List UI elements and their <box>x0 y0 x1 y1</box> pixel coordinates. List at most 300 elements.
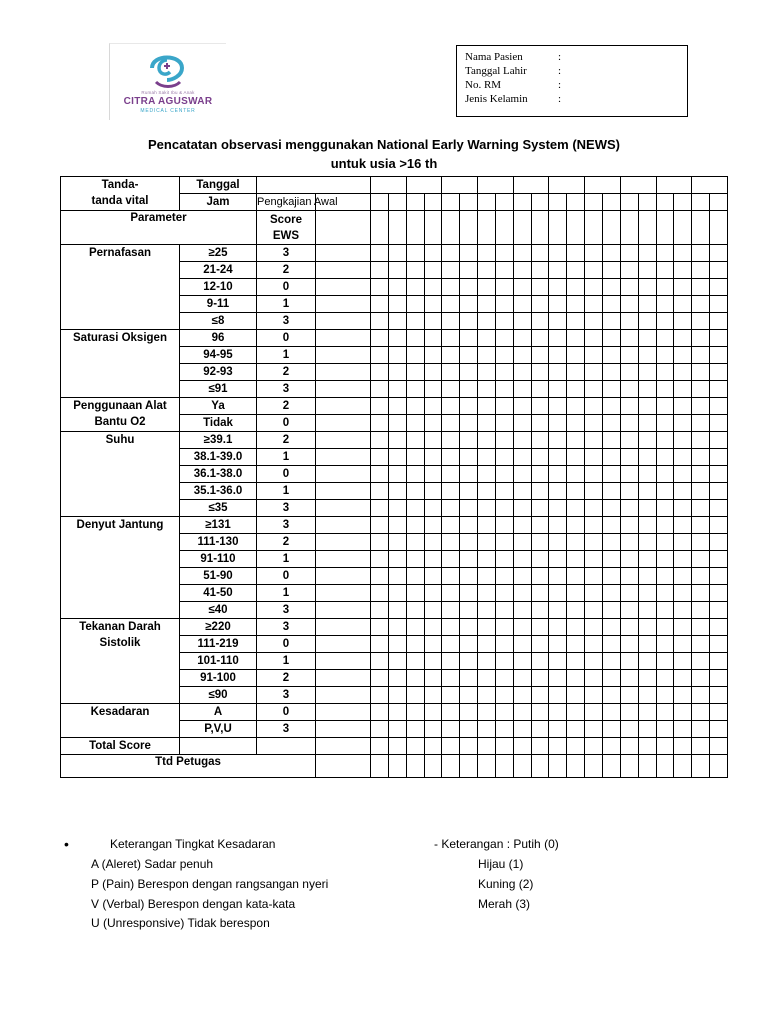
observation-cell[interactable] <box>478 653 496 670</box>
observation-cell[interactable] <box>513 670 531 687</box>
observation-cell[interactable] <box>692 636 710 653</box>
observation-cell[interactable] <box>531 262 549 279</box>
observation-cell[interactable] <box>638 704 656 721</box>
observation-cell[interactable] <box>692 568 710 585</box>
observation-cell[interactable] <box>478 721 496 738</box>
observation-cell[interactable] <box>460 568 478 585</box>
observation-cell[interactable] <box>692 551 710 568</box>
observation-cell[interactable] <box>442 568 460 585</box>
observation-cell[interactable] <box>585 687 603 704</box>
observation-cell[interactable] <box>513 313 531 330</box>
observation-cell[interactable] <box>513 483 531 500</box>
observation-cell[interactable] <box>513 602 531 619</box>
initial-assessment-cell[interactable] <box>316 704 371 721</box>
observation-cell[interactable] <box>495 432 513 449</box>
time-entry-cell[interactable] <box>371 194 389 211</box>
observation-cell[interactable] <box>549 483 567 500</box>
observation-cell[interactable] <box>478 262 496 279</box>
observation-cell[interactable] <box>549 330 567 347</box>
time-entry-cell[interactable] <box>406 194 424 211</box>
observation-cell[interactable] <box>620 449 638 466</box>
observation-cell[interactable] <box>460 415 478 432</box>
observation-cell[interactable] <box>585 619 603 636</box>
observation-cell[interactable] <box>692 687 710 704</box>
observation-cell[interactable] <box>585 738 603 755</box>
observation-cell[interactable] <box>549 568 567 585</box>
observation-cell[interactable] <box>638 483 656 500</box>
observation-cell[interactable] <box>602 211 620 245</box>
observation-cell[interactable] <box>495 500 513 517</box>
time-entry-cell[interactable] <box>656 194 674 211</box>
observation-cell[interactable] <box>567 279 585 296</box>
observation-cell[interactable] <box>656 636 674 653</box>
observation-cell[interactable] <box>478 670 496 687</box>
observation-cell[interactable] <box>424 721 442 738</box>
observation-cell[interactable] <box>406 534 424 551</box>
observation-cell[interactable] <box>710 279 728 296</box>
observation-cell[interactable] <box>549 262 567 279</box>
observation-cell[interactable] <box>674 449 692 466</box>
observation-cell[interactable] <box>549 296 567 313</box>
time-entry-cell[interactable] <box>549 194 567 211</box>
observation-cell[interactable] <box>442 330 460 347</box>
observation-cell[interactable] <box>710 653 728 670</box>
observation-cell[interactable] <box>388 279 406 296</box>
observation-cell[interactable] <box>460 245 478 262</box>
observation-cell[interactable] <box>549 415 567 432</box>
observation-cell[interactable] <box>478 313 496 330</box>
observation-cell[interactable] <box>638 551 656 568</box>
signature-cell[interactable] <box>513 755 531 778</box>
observation-cell[interactable] <box>371 347 389 364</box>
observation-cell[interactable] <box>424 517 442 534</box>
observation-cell[interactable] <box>442 619 460 636</box>
observation-cell[interactable] <box>460 585 478 602</box>
observation-cell[interactable] <box>692 602 710 619</box>
observation-cell[interactable] <box>478 585 496 602</box>
observation-cell[interactable] <box>692 585 710 602</box>
observation-cell[interactable] <box>567 330 585 347</box>
date-entry-cell[interactable] <box>513 177 549 194</box>
observation-cell[interactable] <box>585 296 603 313</box>
observation-cell[interactable] <box>656 585 674 602</box>
observation-cell[interactable] <box>602 330 620 347</box>
initial-assessment-cell[interactable] <box>316 670 371 687</box>
observation-cell[interactable] <box>567 313 585 330</box>
observation-cell[interactable] <box>567 466 585 483</box>
observation-cell[interactable] <box>513 398 531 415</box>
time-entry-cell[interactable] <box>442 194 460 211</box>
observation-cell[interactable] <box>692 483 710 500</box>
initial-assessment-cell[interactable] <box>316 687 371 704</box>
observation-cell[interactable] <box>460 313 478 330</box>
observation-cell[interactable] <box>388 517 406 534</box>
observation-cell[interactable] <box>620 517 638 534</box>
observation-cell[interactable] <box>495 670 513 687</box>
observation-cell[interactable] <box>495 551 513 568</box>
observation-cell[interactable] <box>602 602 620 619</box>
observation-cell[interactable] <box>585 568 603 585</box>
observation-cell[interactable] <box>585 381 603 398</box>
observation-cell[interactable] <box>388 585 406 602</box>
observation-cell[interactable] <box>424 551 442 568</box>
observation-cell[interactable] <box>602 653 620 670</box>
observation-cell[interactable] <box>585 721 603 738</box>
observation-cell[interactable] <box>620 296 638 313</box>
observation-cell[interactable] <box>620 738 638 755</box>
observation-cell[interactable] <box>406 687 424 704</box>
signature-cell[interactable] <box>692 755 710 778</box>
observation-cell[interactable] <box>620 313 638 330</box>
initial-assessment-cell[interactable] <box>316 653 371 670</box>
observation-cell[interactable] <box>656 330 674 347</box>
observation-cell[interactable] <box>388 721 406 738</box>
observation-cell[interactable] <box>638 534 656 551</box>
observation-cell[interactable] <box>478 398 496 415</box>
observation-cell[interactable] <box>513 534 531 551</box>
observation-cell[interactable] <box>602 347 620 364</box>
observation-cell[interactable] <box>585 245 603 262</box>
observation-cell[interactable] <box>513 211 531 245</box>
observation-cell[interactable] <box>371 738 389 755</box>
observation-cell[interactable] <box>674 483 692 500</box>
signature-cell[interactable] <box>424 755 442 778</box>
observation-cell[interactable] <box>656 721 674 738</box>
observation-cell[interactable] <box>549 313 567 330</box>
signature-cell[interactable] <box>406 755 424 778</box>
observation-cell[interactable] <box>478 296 496 313</box>
observation-cell[interactable] <box>674 721 692 738</box>
observation-cell[interactable] <box>406 551 424 568</box>
observation-cell[interactable] <box>442 364 460 381</box>
observation-cell[interactable] <box>602 245 620 262</box>
initial-assessment-cell[interactable] <box>316 585 371 602</box>
observation-cell[interactable] <box>674 466 692 483</box>
observation-cell[interactable] <box>424 568 442 585</box>
observation-cell[interactable] <box>495 704 513 721</box>
observation-cell[interactable] <box>460 211 478 245</box>
date-entry-cell[interactable] <box>371 177 407 194</box>
observation-cell[interactable] <box>442 245 460 262</box>
observation-cell[interactable] <box>424 398 442 415</box>
observation-cell[interactable] <box>638 670 656 687</box>
observation-cell[interactable] <box>388 670 406 687</box>
observation-cell[interactable] <box>674 619 692 636</box>
date-entry-cell[interactable] <box>585 177 621 194</box>
observation-cell[interactable] <box>460 500 478 517</box>
observation-cell[interactable] <box>406 721 424 738</box>
observation-cell[interactable] <box>442 398 460 415</box>
observation-cell[interactable] <box>406 704 424 721</box>
observation-cell[interactable] <box>549 398 567 415</box>
observation-cell[interactable] <box>442 636 460 653</box>
observation-cell[interactable] <box>513 279 531 296</box>
observation-cell[interactable] <box>692 738 710 755</box>
observation-cell[interactable] <box>710 449 728 466</box>
observation-cell[interactable] <box>388 381 406 398</box>
observation-cell[interactable] <box>406 449 424 466</box>
signature-cell[interactable] <box>620 755 638 778</box>
observation-cell[interactable] <box>620 262 638 279</box>
observation-cell[interactable] <box>478 551 496 568</box>
observation-cell[interactable] <box>674 551 692 568</box>
observation-cell[interactable] <box>388 398 406 415</box>
observation-cell[interactable] <box>602 500 620 517</box>
observation-cell[interactable] <box>531 551 549 568</box>
observation-cell[interactable] <box>371 364 389 381</box>
observation-cell[interactable] <box>478 517 496 534</box>
observation-cell[interactable] <box>406 296 424 313</box>
observation-cell[interactable] <box>406 517 424 534</box>
observation-cell[interactable] <box>495 449 513 466</box>
observation-cell[interactable] <box>513 500 531 517</box>
observation-cell[interactable] <box>549 534 567 551</box>
initial-assessment-cell[interactable] <box>316 517 371 534</box>
initial-assessment-cell[interactable] <box>316 296 371 313</box>
initial-assessment-cell[interactable] <box>316 262 371 279</box>
observation-cell[interactable] <box>692 449 710 466</box>
observation-cell[interactable] <box>495 415 513 432</box>
observation-cell[interactable] <box>513 449 531 466</box>
observation-cell[interactable] <box>424 296 442 313</box>
initial-assessment-cell[interactable] <box>316 381 371 398</box>
observation-cell[interactable] <box>602 704 620 721</box>
observation-cell[interactable] <box>478 483 496 500</box>
observation-cell[interactable] <box>531 568 549 585</box>
observation-cell[interactable] <box>602 432 620 449</box>
observation-cell[interactable] <box>478 347 496 364</box>
observation-cell[interactable] <box>674 568 692 585</box>
observation-cell[interactable] <box>585 211 603 245</box>
observation-cell[interactable] <box>710 313 728 330</box>
observation-cell[interactable] <box>406 602 424 619</box>
observation-cell[interactable] <box>674 585 692 602</box>
time-entry-cell[interactable] <box>478 194 496 211</box>
observation-cell[interactable] <box>638 279 656 296</box>
observation-cell[interactable] <box>638 313 656 330</box>
observation-cell[interactable] <box>442 211 460 245</box>
observation-cell[interactable] <box>620 653 638 670</box>
observation-cell[interactable] <box>531 432 549 449</box>
observation-cell[interactable] <box>692 313 710 330</box>
initial-assessment-cell[interactable] <box>316 551 371 568</box>
observation-cell[interactable] <box>478 449 496 466</box>
signature-cell[interactable] <box>567 755 585 778</box>
observation-cell[interactable] <box>567 211 585 245</box>
observation-cell[interactable] <box>692 500 710 517</box>
observation-cell[interactable] <box>531 534 549 551</box>
observation-cell[interactable] <box>371 585 389 602</box>
observation-cell[interactable] <box>460 262 478 279</box>
observation-cell[interactable] <box>620 687 638 704</box>
observation-cell[interactable] <box>567 636 585 653</box>
observation-cell[interactable] <box>656 313 674 330</box>
observation-cell[interactable] <box>531 670 549 687</box>
observation-cell[interactable] <box>567 568 585 585</box>
observation-cell[interactable] <box>406 330 424 347</box>
observation-cell[interactable] <box>531 211 549 245</box>
observation-cell[interactable] <box>388 432 406 449</box>
observation-cell[interactable] <box>549 585 567 602</box>
observation-cell[interactable] <box>710 296 728 313</box>
observation-cell[interactable] <box>513 245 531 262</box>
observation-cell[interactable] <box>567 398 585 415</box>
observation-cell[interactable] <box>371 687 389 704</box>
observation-cell[interactable] <box>549 670 567 687</box>
observation-cell[interactable] <box>371 670 389 687</box>
observation-cell[interactable] <box>371 432 389 449</box>
observation-cell[interactable] <box>585 398 603 415</box>
observation-cell[interactable] <box>692 517 710 534</box>
observation-cell[interactable] <box>638 602 656 619</box>
observation-cell[interactable] <box>495 245 513 262</box>
observation-cell[interactable] <box>674 602 692 619</box>
date-entry-cell[interactable] <box>478 177 514 194</box>
observation-cell[interactable] <box>406 653 424 670</box>
observation-cell[interactable] <box>638 449 656 466</box>
observation-cell[interactable] <box>656 568 674 585</box>
observation-cell[interactable] <box>495 381 513 398</box>
observation-cell[interactable] <box>478 415 496 432</box>
observation-cell[interactable] <box>620 398 638 415</box>
observation-cell[interactable] <box>513 347 531 364</box>
observation-cell[interactable] <box>460 670 478 687</box>
observation-cell[interactable] <box>602 449 620 466</box>
observation-cell[interactable] <box>638 364 656 381</box>
time-entry-cell[interactable] <box>460 194 478 211</box>
observation-cell[interactable] <box>442 262 460 279</box>
observation-cell[interactable] <box>460 551 478 568</box>
initial-assessment-cell[interactable] <box>316 500 371 517</box>
signature-cell[interactable] <box>531 755 549 778</box>
observation-cell[interactable] <box>406 483 424 500</box>
observation-cell[interactable] <box>513 687 531 704</box>
observation-cell[interactable] <box>406 245 424 262</box>
observation-cell[interactable] <box>495 330 513 347</box>
observation-cell[interactable] <box>513 381 531 398</box>
observation-cell[interactable] <box>388 483 406 500</box>
observation-cell[interactable] <box>442 466 460 483</box>
signature-cell[interactable] <box>638 755 656 778</box>
observation-cell[interactable] <box>549 704 567 721</box>
observation-cell[interactable] <box>478 330 496 347</box>
observation-cell[interactable] <box>442 381 460 398</box>
signature-cell[interactable] <box>388 755 406 778</box>
observation-cell[interactable] <box>371 517 389 534</box>
observation-cell[interactable] <box>656 534 674 551</box>
observation-cell[interactable] <box>424 245 442 262</box>
observation-cell[interactable] <box>585 551 603 568</box>
observation-cell[interactable] <box>495 636 513 653</box>
observation-cell[interactable] <box>567 296 585 313</box>
observation-cell[interactable] <box>513 619 531 636</box>
observation-cell[interactable] <box>710 551 728 568</box>
observation-cell[interactable] <box>478 704 496 721</box>
observation-cell[interactable] <box>406 466 424 483</box>
observation-cell[interactable] <box>710 398 728 415</box>
observation-cell[interactable] <box>620 381 638 398</box>
observation-cell[interactable] <box>656 619 674 636</box>
observation-cell[interactable] <box>531 500 549 517</box>
initial-assessment-cell[interactable] <box>316 313 371 330</box>
observation-cell[interactable] <box>692 432 710 449</box>
observation-cell[interactable] <box>567 262 585 279</box>
observation-cell[interactable] <box>567 551 585 568</box>
initial-assessment-cell[interactable] <box>316 568 371 585</box>
observation-cell[interactable] <box>478 211 496 245</box>
observation-cell[interactable] <box>674 398 692 415</box>
observation-cell[interactable] <box>692 381 710 398</box>
observation-cell[interactable] <box>424 347 442 364</box>
observation-cell[interactable] <box>388 653 406 670</box>
observation-cell[interactable] <box>531 415 549 432</box>
observation-cell[interactable] <box>585 449 603 466</box>
observation-cell[interactable] <box>371 279 389 296</box>
observation-cell[interactable] <box>692 415 710 432</box>
observation-cell[interactable] <box>513 721 531 738</box>
observation-cell[interactable] <box>656 211 674 245</box>
observation-cell[interactable] <box>656 381 674 398</box>
observation-cell[interactable] <box>549 211 567 245</box>
observation-cell[interactable] <box>710 636 728 653</box>
observation-cell[interactable] <box>710 364 728 381</box>
observation-cell[interactable] <box>388 313 406 330</box>
observation-cell[interactable] <box>371 449 389 466</box>
observation-cell[interactable] <box>460 602 478 619</box>
observation-cell[interactable] <box>656 364 674 381</box>
observation-cell[interactable] <box>585 534 603 551</box>
observation-cell[interactable] <box>692 619 710 636</box>
observation-cell[interactable] <box>692 211 710 245</box>
date-entry-cell[interactable] <box>620 177 656 194</box>
observation-cell[interactable] <box>424 483 442 500</box>
observation-cell[interactable] <box>638 296 656 313</box>
observation-cell[interactable] <box>406 619 424 636</box>
observation-cell[interactable] <box>602 262 620 279</box>
observation-cell[interactable] <box>674 415 692 432</box>
observation-cell[interactable] <box>460 279 478 296</box>
observation-cell[interactable] <box>602 398 620 415</box>
observation-cell[interactable] <box>549 602 567 619</box>
observation-cell[interactable] <box>406 568 424 585</box>
observation-cell[interactable] <box>495 313 513 330</box>
observation-cell[interactable] <box>424 670 442 687</box>
observation-cell[interactable] <box>531 245 549 262</box>
observation-cell[interactable] <box>388 347 406 364</box>
observation-cell[interactable] <box>513 738 531 755</box>
observation-cell[interactable] <box>620 279 638 296</box>
observation-cell[interactable] <box>460 398 478 415</box>
observation-cell[interactable] <box>424 704 442 721</box>
observation-cell[interactable] <box>495 279 513 296</box>
observation-cell[interactable] <box>513 432 531 449</box>
observation-cell[interactable] <box>674 670 692 687</box>
observation-cell[interactable] <box>531 585 549 602</box>
observation-cell[interactable] <box>531 721 549 738</box>
observation-cell[interactable] <box>585 432 603 449</box>
observation-cell[interactable] <box>549 636 567 653</box>
observation-cell[interactable] <box>513 653 531 670</box>
observation-cell[interactable] <box>549 381 567 398</box>
observation-cell[interactable] <box>388 738 406 755</box>
observation-cell[interactable] <box>388 211 406 245</box>
observation-cell[interactable] <box>549 279 567 296</box>
observation-cell[interactable] <box>674 211 692 245</box>
initial-assessment-cell[interactable] <box>316 364 371 381</box>
observation-cell[interactable] <box>460 483 478 500</box>
observation-cell[interactable] <box>531 636 549 653</box>
observation-cell[interactable] <box>388 704 406 721</box>
